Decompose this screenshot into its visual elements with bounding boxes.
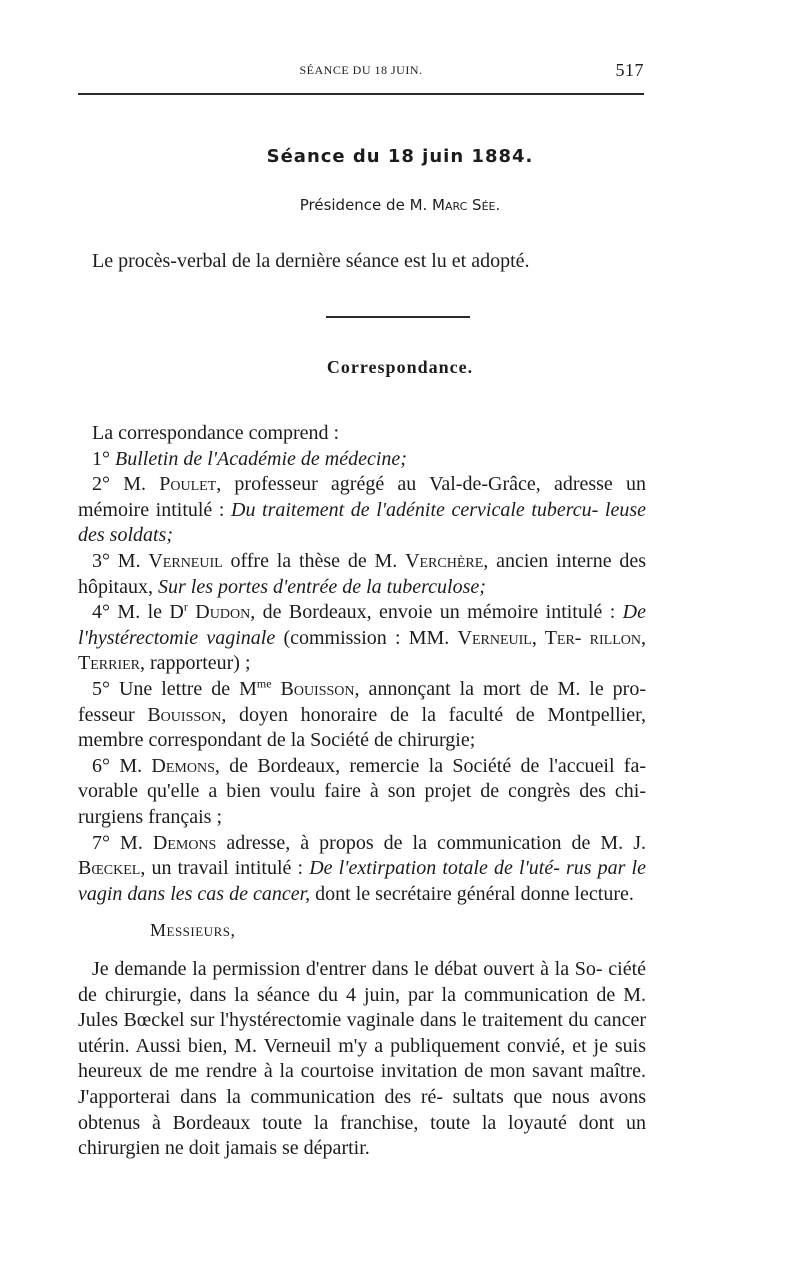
superscript: r bbox=[183, 599, 188, 614]
item-number: 1° bbox=[92, 447, 110, 470]
item-title: De l'extirpation totale de l'uté- rus par le vagin dans les cas de cancer, bbox=[78, 857, 646, 905]
item-text: dont le secrétaire général donne lecture. bbox=[310, 882, 634, 905]
item-text: , de Bordeaux, remercie la Société de l'accueil fa- vorable qu'elle a bien voulu faire à son projet de congrès des chi- rurgiens français ; bbox=[78, 754, 647, 828]
item-title: Sur les portes d'entrée de la tuberculose; bbox=[158, 575, 486, 598]
item-text: M. bbox=[120, 831, 153, 854]
item-text: Une lettre de M bbox=[118, 677, 257, 700]
person-name: Demons bbox=[152, 831, 217, 854]
minutes-statement: Le procès-verbal de la dernière séance est lu et adopté. bbox=[92, 250, 530, 272]
salutation: Messieurs, bbox=[150, 920, 236, 940]
person-name: Demons bbox=[151, 754, 215, 777]
item-number: 5° bbox=[92, 677, 110, 700]
correspondence-item-6 bbox=[78, 754, 646, 831]
item-text: , annonçant la mort de M. le pro- fesseur bbox=[78, 677, 646, 726]
item-text: M. bbox=[123, 473, 160, 496]
person-name: Dudon bbox=[195, 601, 251, 624]
item-text: , ancien interne des hôpitaux, bbox=[78, 549, 647, 598]
item-text: adresse, à propos de la communication de M. J. bbox=[216, 831, 646, 854]
correspondence-item-2 bbox=[78, 472, 646, 549]
address-body bbox=[78, 957, 646, 1162]
person-name: Bouisson bbox=[147, 703, 222, 726]
item-text: , un travail intitulé : bbox=[140, 857, 310, 880]
page-number: 517 bbox=[615, 60, 644, 80]
item-number: 2° bbox=[92, 473, 110, 496]
item-text: M. bbox=[119, 754, 152, 777]
correspondence-item-4 bbox=[78, 600, 646, 677]
item-number: 7° bbox=[92, 831, 110, 854]
person-name: Bœckel bbox=[78, 857, 141, 880]
item-number: 3° bbox=[92, 549, 110, 572]
correspondence-heading: Correspondance. bbox=[326, 357, 474, 377]
item-text: , de Bordeaux, envoie un mémoire intitulé : bbox=[250, 601, 623, 624]
running-title: SÉANCE DU 18 JUIN. bbox=[299, 63, 423, 77]
item-text: offre la thèse de M. bbox=[222, 549, 406, 572]
person-name: Verneuil, Ter- rillon, Terrier, bbox=[78, 626, 646, 675]
correspondence-list bbox=[78, 421, 646, 907]
person-name: Verneuil bbox=[148, 549, 223, 572]
correspondence-item-3 bbox=[78, 549, 646, 600]
item-text: , doyen honoraire de la faculté de Montpellier, membre correspondant de la Société de chirurgie; bbox=[78, 703, 646, 752]
item-title: De l'hystérectomie vaginale bbox=[78, 601, 646, 649]
item-text: M. bbox=[117, 549, 149, 572]
item-number: 4° bbox=[92, 601, 110, 624]
item-number: 6° bbox=[92, 754, 110, 777]
item-text: rapporteur) ; bbox=[145, 652, 251, 675]
item-title: Bulletin de l'Académie de médecine; bbox=[115, 447, 407, 470]
item-text: (commission : MM. bbox=[275, 626, 458, 649]
presidency-prefix: Présidence de M. bbox=[299, 196, 433, 214]
running-head bbox=[78, 60, 644, 84]
address-paragraph: Je demande la permission d'entrer dans le débat ouvert à la So- ciété de chirurgie, dans la séance du 4 juin, par la communication de M. Jules Bœckel sur l'hystérectomie vaginale dans le traitement du cancer utérin. Aussi bien, M. Verneuil m'y a publiquement convié, et je suis heureux de me rendre à la courtoise invitation de mon savant maître. J'apporterai dans la communication des ré- sultats que nous avons obtenus à Bordeaux toute la franchise, toute la loyauté dont un chirurgien ne doit jamais se départir. bbox=[78, 958, 646, 1160]
superscript: me bbox=[256, 676, 272, 691]
president-name: Marc Sée bbox=[432, 196, 496, 214]
item-text: , professeur agrégé au Val-de-Grâce, adresse un mémoire intitulé : bbox=[78, 473, 647, 521]
person-name: Poulet bbox=[159, 473, 217, 496]
session-title: Séance du 18 juin 1884. bbox=[266, 146, 534, 167]
presidency-line bbox=[0, 196, 800, 214]
header-rule bbox=[78, 93, 644, 95]
correspondence-item-7 bbox=[78, 831, 646, 908]
item-title: Du traitement de l'adénite cervicale tubercu- leuse des soldats; bbox=[78, 498, 646, 547]
correspondence-intro: La correspondance comprend : bbox=[92, 422, 340, 444]
presidency-suffix: . bbox=[495, 196, 501, 214]
item-text: M. le D bbox=[117, 601, 184, 624]
correspondence-item-5 bbox=[78, 677, 646, 754]
section-divider bbox=[326, 316, 470, 318]
person-name: Bouisson bbox=[280, 677, 355, 700]
person-name: Verchère bbox=[405, 549, 484, 572]
correspondence-item-1 bbox=[78, 447, 646, 473]
